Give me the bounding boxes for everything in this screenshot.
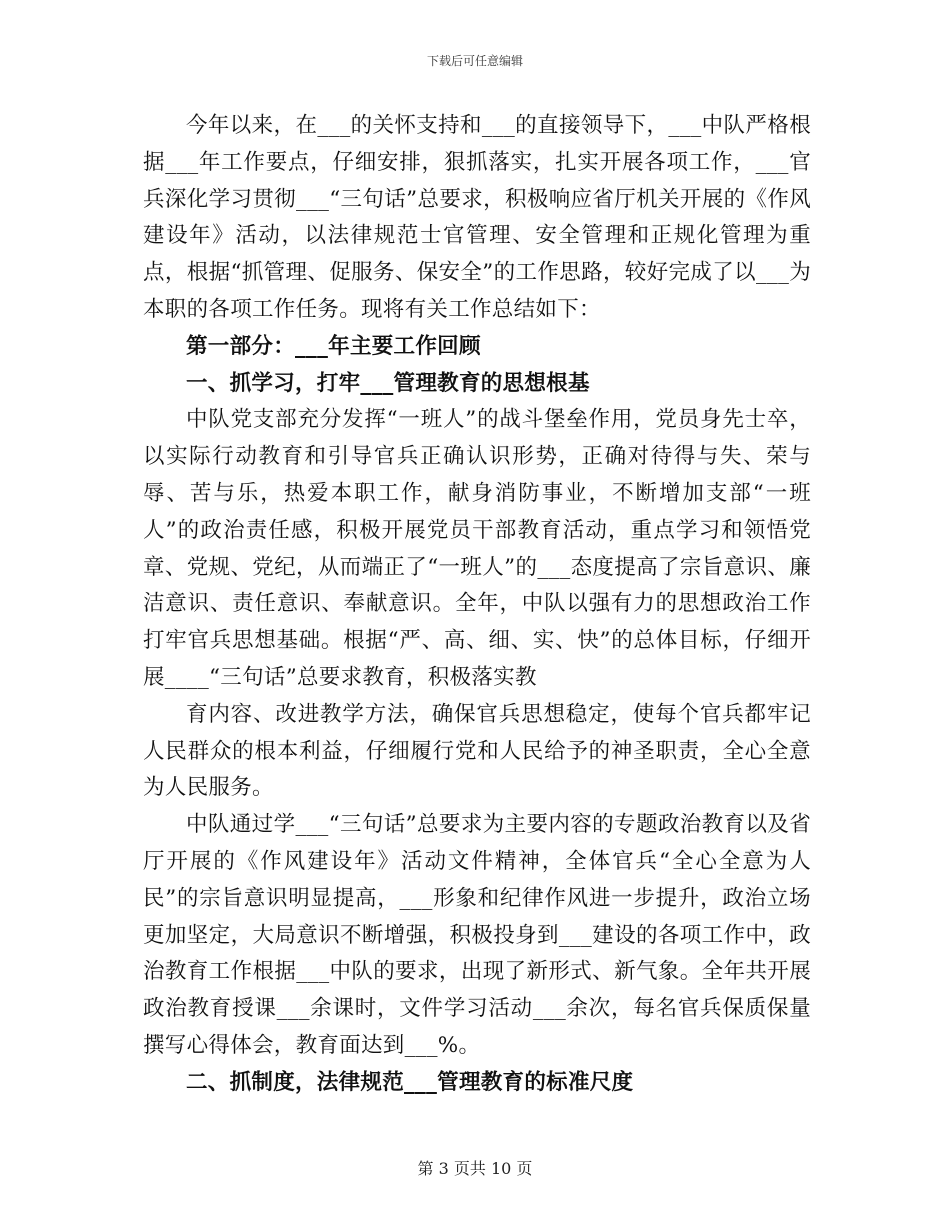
section1-paragraph-2: 育内容、改进教学方法，确保官兵思想稳定，使每个官兵都牢记人民群众的根本利益，仔细履行党和人民给予的神圣职责，全心全意为人民服务。 bbox=[143, 701, 811, 801]
section1-paragraph-1: 中队党支部充分发挥“一班人”的战斗堡垒作用，党员身先士卒，以实际行动教育和引导官兵正确认识形势，正确对待得与失、荣与辱、苦与乐，热爱本职工作，献身消防事业，不断增加支部“一班人”的政治责任感，积极开展党员干部教育活动，重点学习和领悟党章、党规、党纪，从而端正了“一班人”的___态度提高了宗旨意识、廉洁意识、责任意识、奉献意识。全年，中队以强有力的思想政治工作打牢官兵思想基础。根据“严、高、细、实、快”的总体目标，仔细开展____“三句话”总要求教育，积极落实教 bbox=[143, 407, 811, 690]
section-heading-2: 二、抓制度，法律规范___管理教育的标准尺度 bbox=[186, 1069, 634, 1095]
section1-paragraph-3: 中队通过学___“三句话”总要求为主要内容的专题政治教育以及省厅开展的《作风建设年》活动文件精神，全体官兵“全心全意为人民”的宗旨意识明显提高，___形象和纪律作风进一步提升，政治立场更加坚定，大局意识不断增强，积极投身到___建设的各项工作中，政治教育工作根据___中队的要求，出现了新形式、新气象。全年共开展政治教育授课___余课时，文件学习活动___余次，每名官兵保质保量撰写心得体会，教育面达到___%。 bbox=[143, 812, 811, 1058]
page-header: 下载后可任意编辑 bbox=[426, 54, 523, 68]
part-heading: 第一部分：___年主要工作回顾 bbox=[186, 333, 481, 359]
section-heading-1: 一、抓学习，打牢___管理教育的思想根基 bbox=[186, 370, 590, 396]
document-body bbox=[143, 108, 811, 1102]
intro-paragraph: 今年以来，在___的关怀支持和___的直接领导下，___中队严格根据___年工作要点，仔细安排，狠抓落实，扎实开展各项工作，___官兵深化学习贯彻___“三句话”总要求，积极响应省厅机关开展的《作风建设年》活动，以法律规范士官管理、安全管理和正规化管理为重点，根据“抓管理、促服务、保安全”的工作思路，较好完成了以___为本职的各项工作任务。现将有关工作总结如下： bbox=[143, 113, 811, 322]
page-number: 第 3 页共 10 页 bbox=[417, 1159, 533, 1178]
